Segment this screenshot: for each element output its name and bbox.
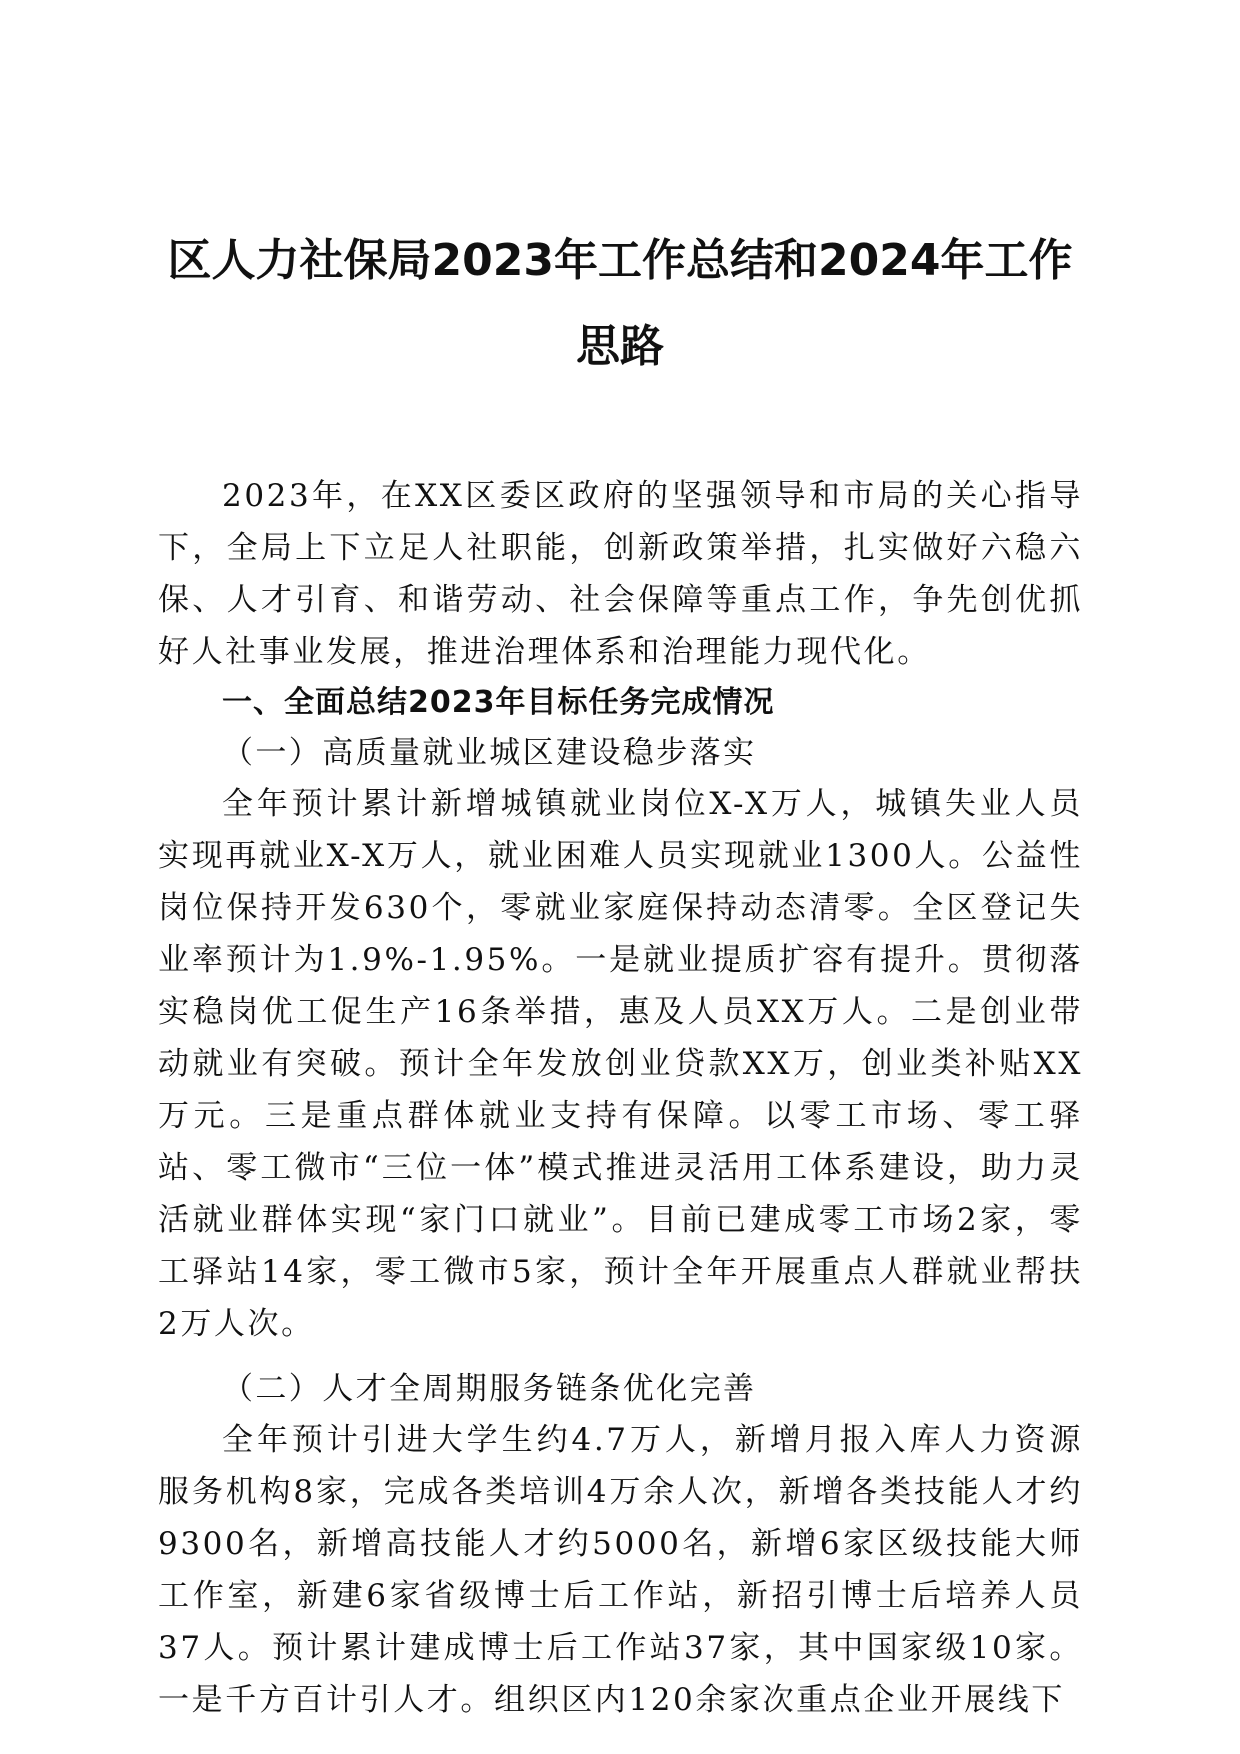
spacer (158, 1350, 1083, 1364)
intro-paragraph: 2023年，在XX区委区政府的坚强领导和市局的关心指导下，全局上下立足人社职能，创新政策举措，扎实做好六稳六保、人才引育、和谐劳动、社会保障等重点工作，争先创优抓好人社事业发展，推进治理体系和治理能力现代化。 (158, 478, 1083, 670)
subsection-1-paragraph: 全年预计累计新增城镇就业岗位X-X万人，城镇失业人员实现再就业X-X万人，就业困难人员实现就业1300人。公益性岗位保持开发630个，零就业家庭保持动态清零。全区登记失业率预计为1.9%-1.95%。一是就业提质扩容有提升。贯彻落实稳岗优工促生产16条举措，惠及人员XX万人。二是创业带动就业有突破。预计全年发放创业贷款XX万，创业类补贴XX万元。三是重点群体就业支持有保障。以零工市场、零工驿站、零工微市“三位一体”模式推进灵活用工体系建设，助力灵活就业群体实现“家门口就业”。目前已建成零工市场2家，零工驿站14家，零工微市5家，预计全年开展重点人群就业帮扶2万人次。 (158, 786, 1083, 1342)
section-heading-1: 一、全面总结2023年目标任务完成情况 (222, 685, 775, 720)
subsection-2-paragraph: 全年预计引进大学生约4.7万人，新增月报入库人力资源服务机构8家，完成各类培训4万余人次，新增各类技能人才约9300名，新增高技能人才约5000名，新增6家区级技能大师工作室，新建6家省级博士后工作站，新招引博士后培养人员37人。预计累计建成博士后工作站37家，其中国家级10家。一是千方百计引人才。组织区内120余家次重点企业开展线下 (158, 1422, 1083, 1718)
title-line-2: 思路 (576, 321, 664, 372)
title-line-1: 区人力社保局2023年工作总结和2024年工作 (167, 235, 1073, 286)
subsection-heading-2: （二）人才全周期服务链条优化完善 (222, 1371, 757, 1407)
document-title (140, 218, 1100, 390)
subsection-heading-1: （一）高质量就业城区建设稳步落实 (222, 735, 757, 771)
document-body (158, 470, 1083, 1726)
